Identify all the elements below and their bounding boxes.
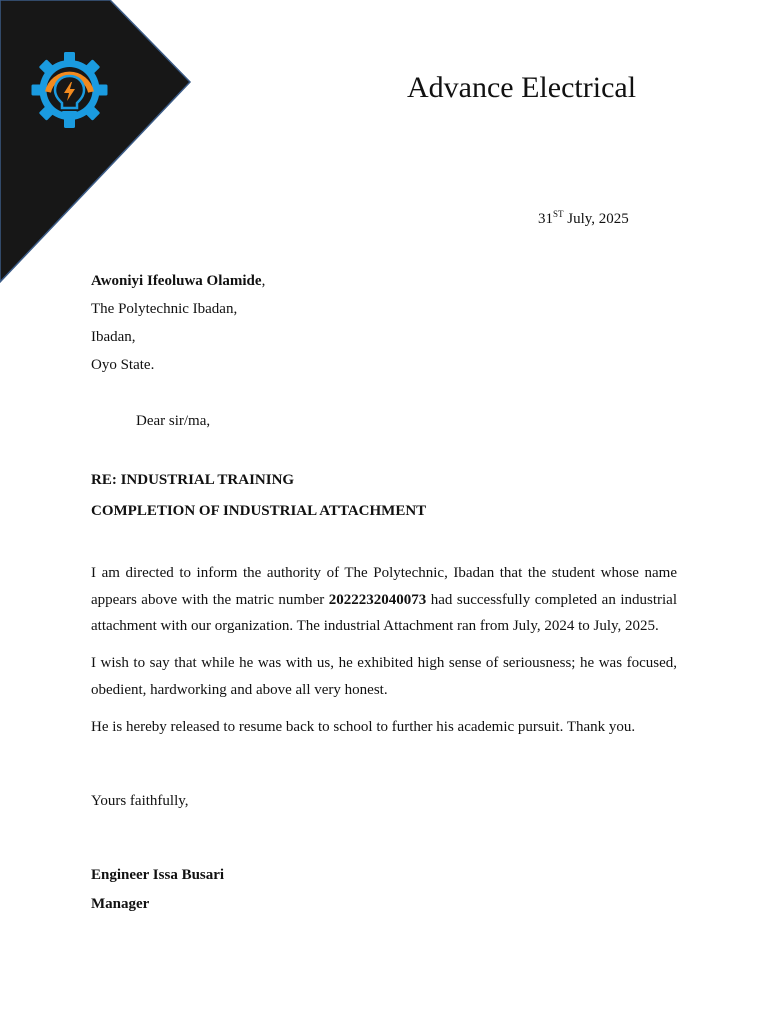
body-paragraph-3: He is hereby released to resume back to school to further his academic pursuit. Thank you. [91,719,636,735]
salutation: Dear sir/ma, [136,413,211,429]
signatory-name: Engineer Issa Busari [91,867,225,883]
recipient-name-punct: , [261,273,266,289]
gear-lightbulb-icon [32,52,108,128]
letterhead-corner [0,0,200,290]
recipient-name-line [91,271,265,291]
recipient-address-line-2: Ibadan, [91,329,136,345]
body-paragraph-2: I wish to say that while he was with us, he exhibited high sense of seriousness; he was focused, obedient, hardworking and above all very honest. [91,655,677,698]
matric-number: 2022232040073 [328,591,427,608]
date-rest: July, 2025 [563,211,629,227]
date-suffix: ST [553,209,564,219]
recipient-address-line-3: Oyo State. [91,357,155,373]
body-paragraph-1-end: had successfully completed an industrial attachment with our organization. The industrial Attachment ran from July, 2024 to July, 2025. [91,591,677,634]
company-name: Advance Electrical [407,71,637,104]
letter-date [538,209,629,229]
body-paragraph-1-start: I am directed to inform the authority of The Polytechnic, Ibadan that the student whose name appears above with the matric number [91,565,677,608]
closing: Yours faithfully, [91,793,189,809]
recipient-address-line-1: The Polytechnic Ibadan, [91,301,238,317]
subject-line-1: RE: INDUSTRIAL TRAINING [91,472,295,488]
signatory-title: Manager [91,896,150,912]
body-paragraph-1 [91,560,677,640]
recipient-name: Awoniyi Ifeoluwa Olamide [91,273,262,289]
date-day: 31 [538,211,553,227]
subject-line-2: COMPLETION OF INDUSTRIAL ATTACHMENT [91,503,427,519]
